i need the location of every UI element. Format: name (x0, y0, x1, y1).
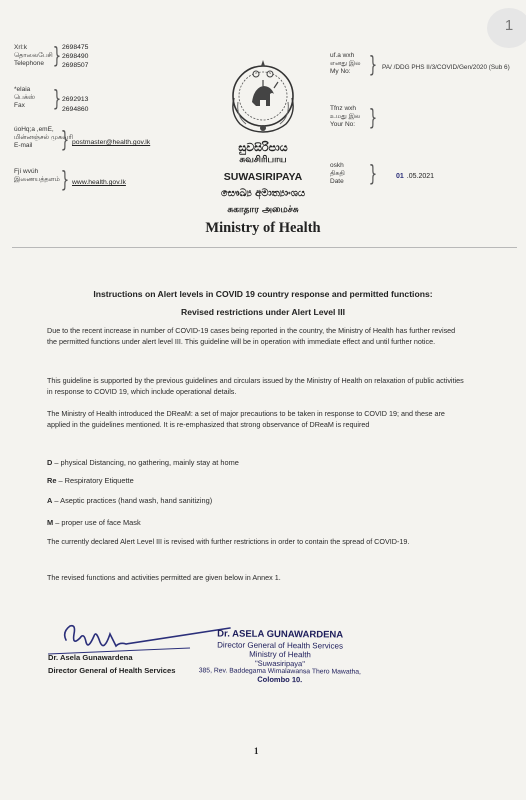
email-label: úoHq;a ,emE, மின்னஞ்சல் முகவரி E-mail (14, 126, 74, 149)
name-tamil: சுவசிரிபாய (239, 155, 287, 165)
dream-key: M (47, 518, 54, 527)
telephone-label: Xrl:k தொலைபேசி Telephone (14, 44, 53, 67)
email-link[interactable]: postmaster@health.gov.lk (72, 139, 151, 146)
name-latin: SUWASIRIPAYA (223, 171, 303, 183)
dream-key: A (47, 496, 53, 505)
dream-text: – physical Distancing, no gathering, mainly stay at home (52, 458, 239, 467)
fax-value-2: 2694860 (62, 106, 89, 113)
telephone-values (62, 43, 88, 70)
paragraph-1: Due to the recent increase in number of COVID-19 cases being reported in the country, the Ministry of Health has further revised the permitted functions under alert level III. This guideline will be in operation with immediate effect and until further notice. (47, 326, 456, 347)
document-subtitle: Revised restrictions under Alert Level III (181, 307, 345, 317)
closing-paragraph-1: The currently declared Alert Level III is revised with further restrictions in order to contain the spread of COVID-19. (47, 537, 410, 546)
dream-key: D (47, 458, 53, 467)
official-stamp (190, 628, 370, 685)
telephone-value-3: 2698507 (62, 62, 89, 69)
brace-icon: } (52, 44, 62, 69)
date-day: 01 (396, 173, 404, 180)
brace-icon: } (60, 168, 70, 193)
header-divider (12, 247, 517, 248)
paragraph-3: The Ministry of Health introduced the DReaM: a set of major precautions to be taken in response to COVID 19; and these are applied in the guidelines mentioned. It is re-emphasized that strong observance of DReaM is required (47, 409, 445, 430)
stamp-building: "Suwasiripaya" (254, 658, 305, 669)
website-link[interactable]: www.health.gov.lk (72, 179, 126, 186)
telephone-value-1: 2698475 (62, 44, 89, 51)
dream-item-m (47, 518, 141, 527)
brace-icon: } (368, 106, 378, 131)
page-number: 1 (254, 746, 259, 756)
fax-values (62, 95, 88, 115)
stamp-city: Colombo 10. (257, 674, 303, 685)
dream-key: Re (47, 476, 57, 485)
signatory-title: Director General of Health Services (48, 666, 176, 675)
telephone-value-2: 2698490 (62, 53, 89, 60)
dream-text: – Aseptic practices (hand wash, hand sanitizing) (52, 496, 213, 505)
date-value (396, 173, 434, 180)
date-label: oskh திகதி Date (330, 162, 345, 185)
date-rest: .05.2021 (406, 173, 435, 180)
brace-icon: } (368, 162, 378, 187)
stamp-name: Dr. ASELA GUNAWARDENA (217, 628, 344, 641)
ministry-english: Ministry of Health (205, 220, 321, 236)
fax-label: *elaia பெக்ஸ் Fax (14, 86, 36, 109)
brace-icon: } (60, 128, 70, 153)
dream-item-a (47, 496, 212, 505)
my-number-value: PA/ /DDG PHS II/3/COVID/Gen/2020 (Sub 6) (382, 64, 510, 71)
paragraph-2: This guideline is supported by the previous guidelines and circulars issued by the Ministry of Health on relaxation of public activities in response to COVID 19, which include operational details. (47, 376, 464, 397)
dream-text: – proper use of face Mask (53, 518, 141, 527)
your-number-label: Tfnz wxh உமது இல Your No: (330, 105, 361, 128)
my-number-label: uf.a wxh எனது இல My No: (330, 52, 361, 75)
closing-paragraph-2: The revised functions and activities permitted are given below in Annex 1. (47, 573, 281, 582)
signatory-name: Dr. Asela Gunawardena (48, 653, 133, 662)
fax-value-1: 2692913 (62, 96, 89, 103)
dream-item-re (47, 476, 134, 485)
dream-item-d (47, 458, 239, 467)
name-sinhala: සුවසිරිපාය (238, 141, 288, 154)
document-title: Instructions on Alert levels in COVID 19 country response and permitted functions: (93, 289, 433, 299)
stamp-title: Director General of Health Services (217, 640, 344, 651)
sri-lanka-emblem-icon (226, 58, 300, 138)
ministry-sinhala: සෞඛ්‍ය අමාත්‍යාංශය (220, 188, 306, 199)
website-label: Fjí wvúh இணையத்தளம் (14, 168, 60, 183)
brace-icon: } (52, 87, 62, 112)
ministry-tamil: சுகாதார அமைச்சு (227, 205, 299, 215)
brace-icon: } (368, 53, 378, 78)
stamp-address: 385, Rev. Baddegama Wimalawansa Thero Mawatha, (198, 667, 361, 676)
stamp-ministry: Ministry of Health (249, 649, 311, 660)
dream-text: – Respiratory Etiquette (56, 476, 134, 485)
page-count-badge: 1 (487, 8, 526, 48)
